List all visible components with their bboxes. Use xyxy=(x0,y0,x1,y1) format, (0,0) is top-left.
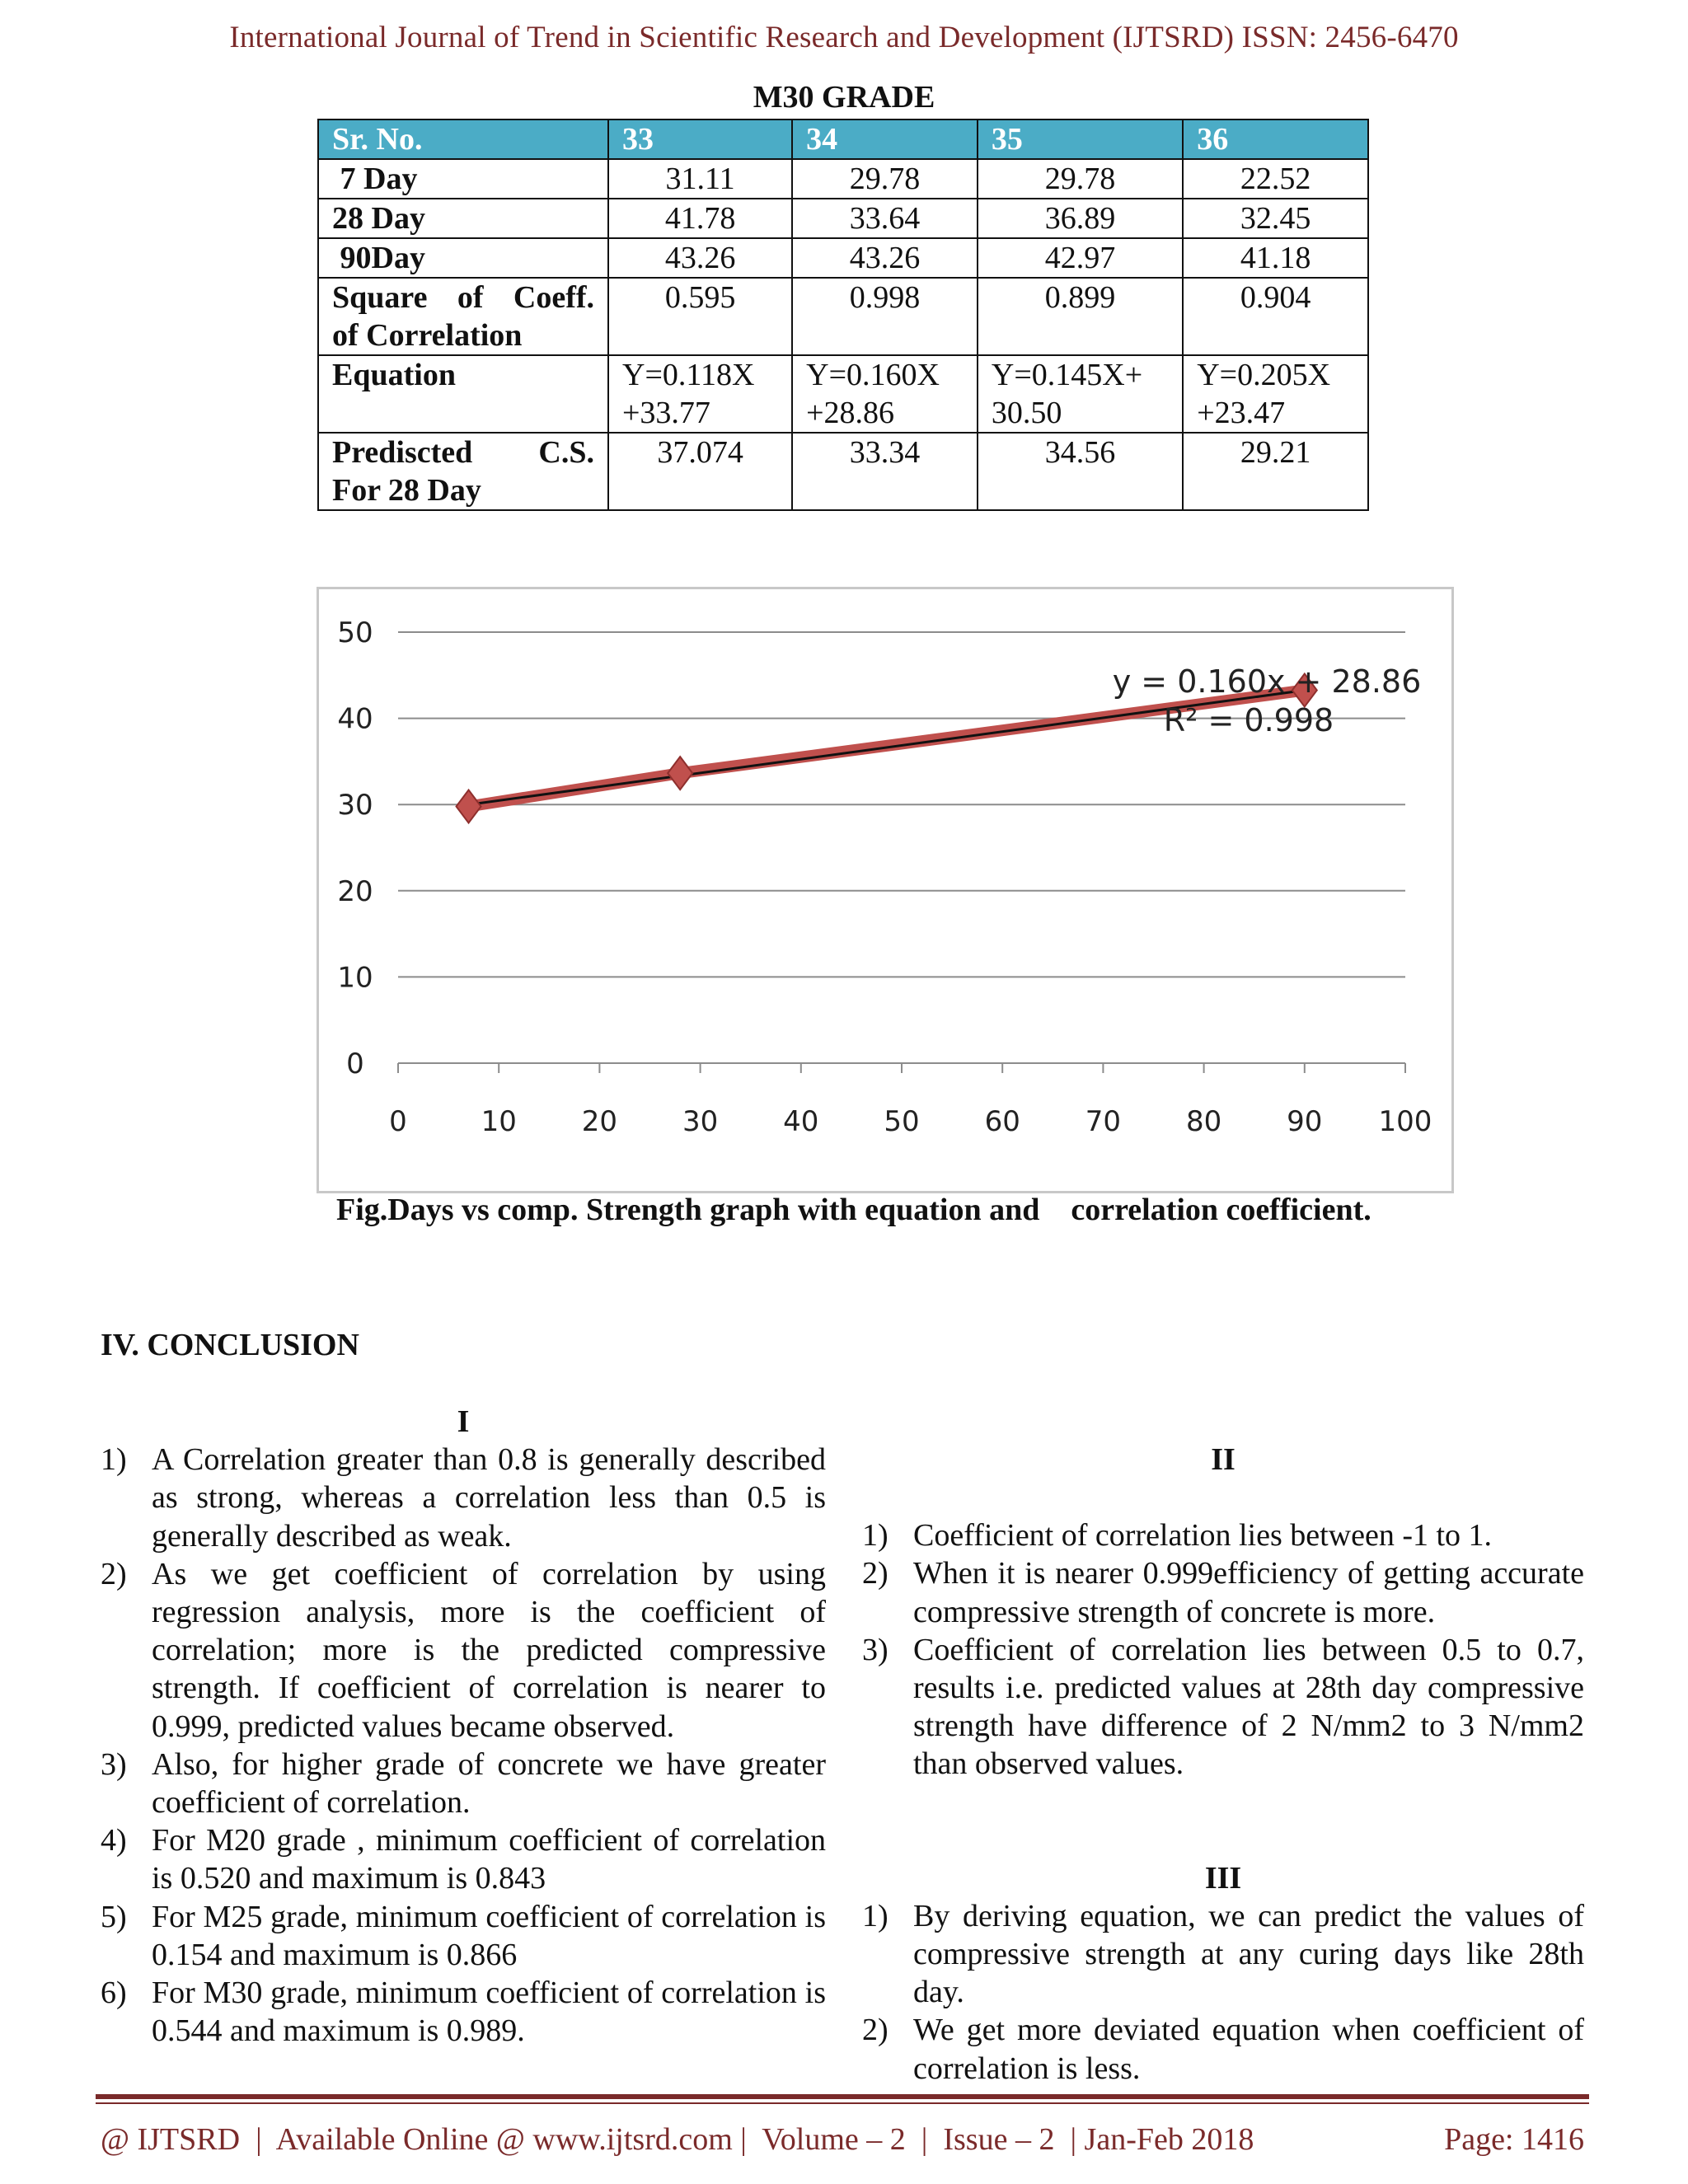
x-tick-label: 60 xyxy=(984,1105,1020,1138)
table-cell: 36.89 xyxy=(978,199,1183,238)
equation-line: +33.77 xyxy=(622,396,710,430)
row-label: 7 Day xyxy=(318,159,608,199)
list-item: 3) Coefficient of correlation lies between 0.5 to 0.7, results i.e. predicted values at 28th day compressive strength have difference of 2 N/mm2 to 3 N/mm2 than observed values. xyxy=(862,1632,1584,1782)
table-col-header: 34 xyxy=(792,120,978,159)
row-label-line: For 28 Day xyxy=(332,473,481,508)
chart-svg xyxy=(319,589,1451,1191)
list-item: 6) For M30 grade, minimum coefficient of correlation is 0.544 and maximum is 0.989. xyxy=(101,1975,826,2049)
list-item: 2) We get more deviated equation when coefficient of correlation is less. xyxy=(862,2013,1584,2086)
trendline-equation: y = 0.160x + 28.86 xyxy=(1112,663,1422,700)
table-cell xyxy=(978,355,1183,433)
equation-line: Y=0.205X xyxy=(1197,358,1331,392)
table-row-equation xyxy=(318,355,1368,433)
y-tick-label: 50 xyxy=(337,616,373,649)
y-tick-label: 10 xyxy=(337,961,373,995)
footer-rule-thin xyxy=(96,2102,1589,2104)
table-row-predicted xyxy=(318,433,1368,510)
list-item: 3) Also, for higher grade of concrete we have greater coefficient of correlation. xyxy=(101,1746,826,1821)
table-row xyxy=(318,238,1368,278)
row-label-line: Square of Coeff. xyxy=(332,280,594,315)
row-label xyxy=(318,433,608,510)
y-tick-label: 20 xyxy=(337,874,373,908)
y-tick-label: 40 xyxy=(337,702,373,736)
part-title: II xyxy=(1211,1442,1236,1477)
x-tick-label: 90 xyxy=(1287,1105,1323,1138)
table-cell: 41.18 xyxy=(1183,238,1368,278)
table-cell: 33.64 xyxy=(792,199,978,238)
days-vs-strength-chart xyxy=(316,587,1454,1193)
table-cell: 37.074 xyxy=(608,433,792,510)
table-cell: 22.52 xyxy=(1183,159,1368,199)
table-cell: 43.26 xyxy=(608,238,792,278)
table-row xyxy=(318,199,1368,238)
table-cell: 0.998 xyxy=(792,278,978,355)
list-item: 2) When it is nearer 0.999efficiency of getting accurate compressive strength of concrete is more. xyxy=(862,1556,1584,1629)
table-cell: 32.45 xyxy=(1183,199,1368,238)
conclusion-list-iii xyxy=(862,1897,1584,2088)
table-col-header: 33 xyxy=(608,120,792,159)
table-cell: 34.56 xyxy=(978,433,1183,510)
part-title: III xyxy=(1204,1860,1242,1896)
conclusion-column-right xyxy=(862,1441,1584,2088)
list-item: 4) For M20 grade , minimum coefficient of correlation is 0.520 and maximum is 0.843 xyxy=(101,1823,826,1896)
table-cell xyxy=(608,355,792,433)
list-item: 5) For M25 grade, minimum coefficient of correlation is 0.154 and maximum is 0.866 xyxy=(101,1899,826,1972)
x-tick-label: 50 xyxy=(884,1105,920,1138)
table-cell: 29.21 xyxy=(1183,433,1368,510)
row-label: Equation xyxy=(318,355,608,433)
list-item: 1) Coefficient of correlation lies between -1 to 1. xyxy=(862,1518,1493,1554)
table-col-header: 35 xyxy=(978,120,1183,159)
data-point xyxy=(668,757,692,790)
conclusion-column-left xyxy=(101,1403,826,2050)
x-tick-label: 30 xyxy=(682,1105,719,1138)
table-cell: 31.11 xyxy=(608,159,792,199)
equation-line: 30.50 xyxy=(991,396,1062,430)
table-cell xyxy=(1183,355,1368,433)
table-cell: 0.904 xyxy=(1183,278,1368,355)
y-tick-label: 30 xyxy=(337,789,373,823)
x-tick-label: 20 xyxy=(581,1105,618,1138)
table-header-label: Sr. No. xyxy=(318,120,608,159)
equation-line: +23.47 xyxy=(1197,396,1286,430)
equation-line: Y=0.160X xyxy=(806,358,940,392)
figure-caption: Fig.Days vs comp. Strength graph with equation and correlation coefficient. xyxy=(336,1193,1372,1227)
table-cell: 0.595 xyxy=(608,278,792,355)
table-cell: 29.78 xyxy=(792,159,978,199)
row-label: 90Day xyxy=(318,238,608,278)
list-item: 1) A Correlation greater than 0.8 is generally described as strong, whereas a correlation less than 0.5 is generally described as weak. xyxy=(101,1442,826,1554)
row-label xyxy=(318,278,608,355)
table-title: M30 GRADE xyxy=(753,80,935,115)
trendline-r2: R² = 0.998 xyxy=(1163,702,1334,738)
table-cell: 42.97 xyxy=(978,238,1183,278)
table-cell xyxy=(792,355,978,433)
row-label-line: Prediscted C.S. xyxy=(332,435,594,470)
x-tick-label: 80 xyxy=(1185,1105,1222,1138)
equation-line: +28.86 xyxy=(806,396,895,430)
part-title: I xyxy=(457,1404,470,1439)
table-cell: 0.899 xyxy=(978,278,1183,355)
row-label: 28 Day xyxy=(318,199,608,238)
m30-grade-table xyxy=(317,119,1369,511)
x-tick-label: 40 xyxy=(783,1105,819,1138)
x-tick-label: 100 xyxy=(1378,1105,1432,1138)
page-number: Page: 1416 xyxy=(1444,2122,1584,2157)
footer-info: @ IJTSRD | Available Online @ www.ijtsrd.com | Volume – 2 | Issue – 2 | Jan-Feb 2018 xyxy=(101,2122,1254,2157)
conclusion-heading: IV. CONCLUSION xyxy=(101,1328,359,1362)
y-tick-label: 0 xyxy=(346,1047,364,1080)
footer-rule-thick xyxy=(96,2094,1589,2099)
table-col-header: 36 xyxy=(1183,120,1368,159)
x-tick-label: 70 xyxy=(1085,1105,1122,1138)
table-header-row xyxy=(318,120,1368,159)
row-label-line: of Correlation xyxy=(332,318,523,353)
list-item: 2) As we get coefficient of correlation by using regression analysis, more is the coefficient of correlation; more is the predicted compressive strength. If coefficient of correlation is nearer to 0.999, predicted values became observed. xyxy=(101,1556,826,1744)
list-item: 1) By deriving equation, we can predict the values of compressive strength at any curing days like 28th day. xyxy=(862,1898,1584,2010)
x-tick-label: 0 xyxy=(389,1105,407,1138)
conclusion-list-i xyxy=(101,1441,826,2050)
table-row-coeff xyxy=(318,278,1368,355)
equation-line: Y=0.145X+ xyxy=(991,358,1143,392)
table-cell: 33.34 xyxy=(792,433,978,510)
table-cell: 43.26 xyxy=(792,238,978,278)
conclusion-list-ii xyxy=(862,1516,1584,1783)
data-point xyxy=(457,790,481,823)
table-cell: 41.78 xyxy=(608,199,792,238)
journal-header: International Journal of Trend in Scientific Research and Development (IJTSRD) ISSN: 2456-6470 xyxy=(229,21,1459,54)
equation-line: Y=0.118X xyxy=(622,358,755,392)
table-cell: 29.78 xyxy=(978,159,1183,199)
x-tick-label: 10 xyxy=(481,1105,517,1138)
table-row xyxy=(318,159,1368,199)
